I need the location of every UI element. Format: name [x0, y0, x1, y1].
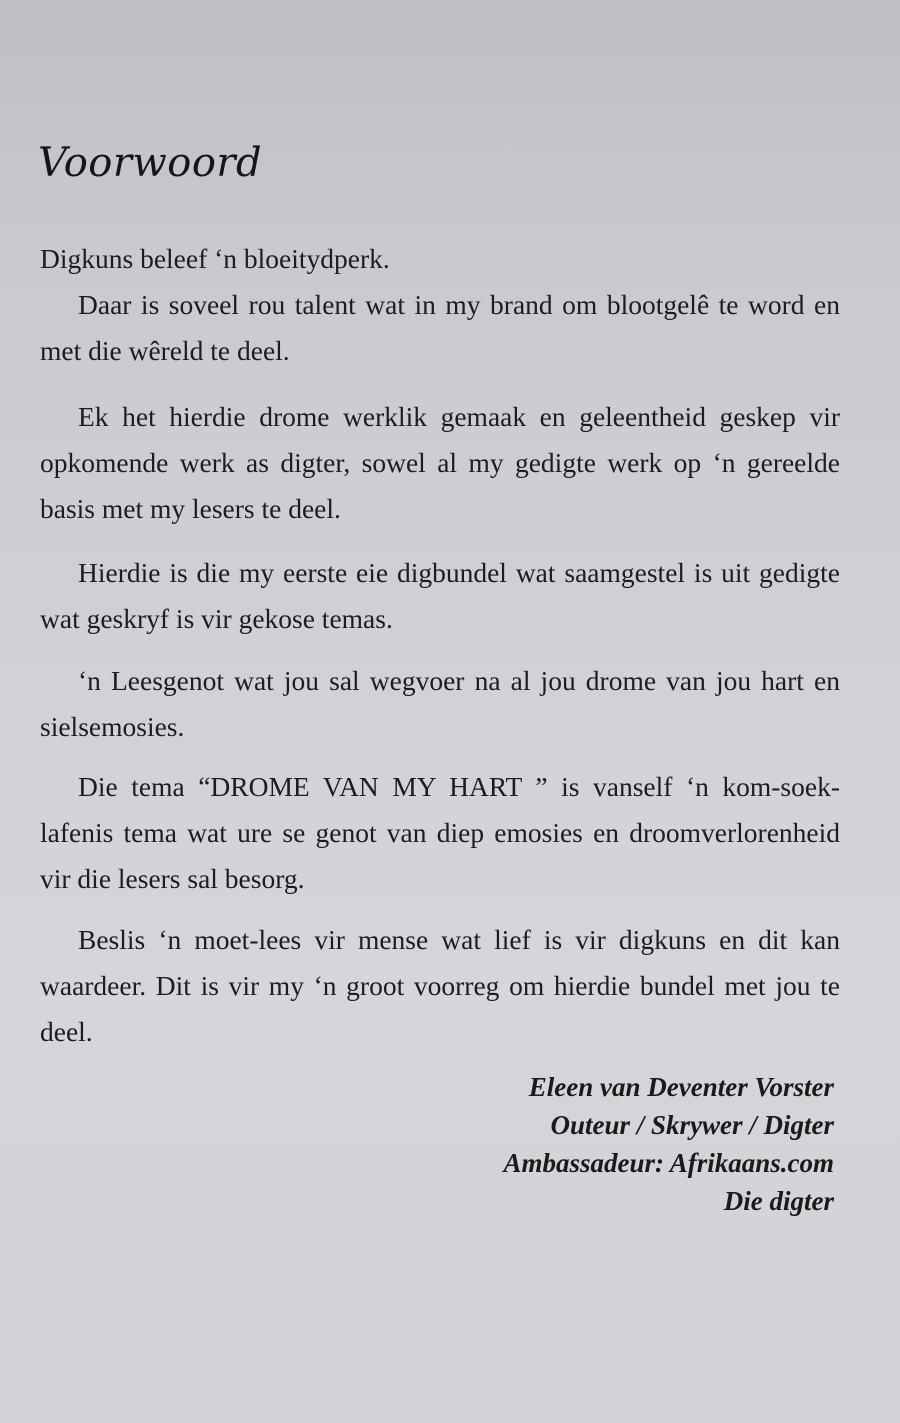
paragraph-5: ‘n Leesgenot wat jou sal wegvoer na al jou drome van jou hart en sielsemosies.: [40, 665, 840, 742]
author-ambassador: Ambassadeur: Afrikaans.com: [503, 1148, 834, 1178]
author-roles: Outeur / Skrywer / Digter: [550, 1110, 834, 1140]
signature-block: [503, 1068, 834, 1220]
page-title: Voorwoord: [38, 140, 263, 186]
paragraph-6: Die tema “DROME VAN MY HART ” is vanself ‘n kom-soek-lafenis tema wat ure se genot van diep emosies en droomverlorenheid vir die lesers sal besorg.: [40, 771, 840, 894]
paragraph-1: Digkuns beleef ‘n bloeitydperk.: [40, 243, 390, 274]
paragraph-3: Ek het hierdie drome werklik gemaak en geleentheid geskep vir opkomende werk as digter, sowel al my gedigte werk op ‘n gereelde basis met my lesers te deel.: [40, 401, 840, 524]
paragraph-7: Beslis ‘n moet-lees vir mense wat lief is vir digkuns en dit kan waardeer. Dit is vir my ‘n groot voorreg om hierdie bundel met jou te deel.: [40, 924, 840, 1047]
author-name: Eleen van Deventer Vorster: [528, 1072, 834, 1102]
paragraph-2: Daar is soveel rou talent wat in my brand om blootgelê te word en met die wêreld te deel.: [40, 289, 840, 366]
paragraph-4: Hierdie is die my eerste eie digbundel wat saamgestel is uit gedigte wat geskryf is vir gekose temas.: [40, 557, 840, 634]
author-closing: Die digter: [723, 1186, 834, 1216]
